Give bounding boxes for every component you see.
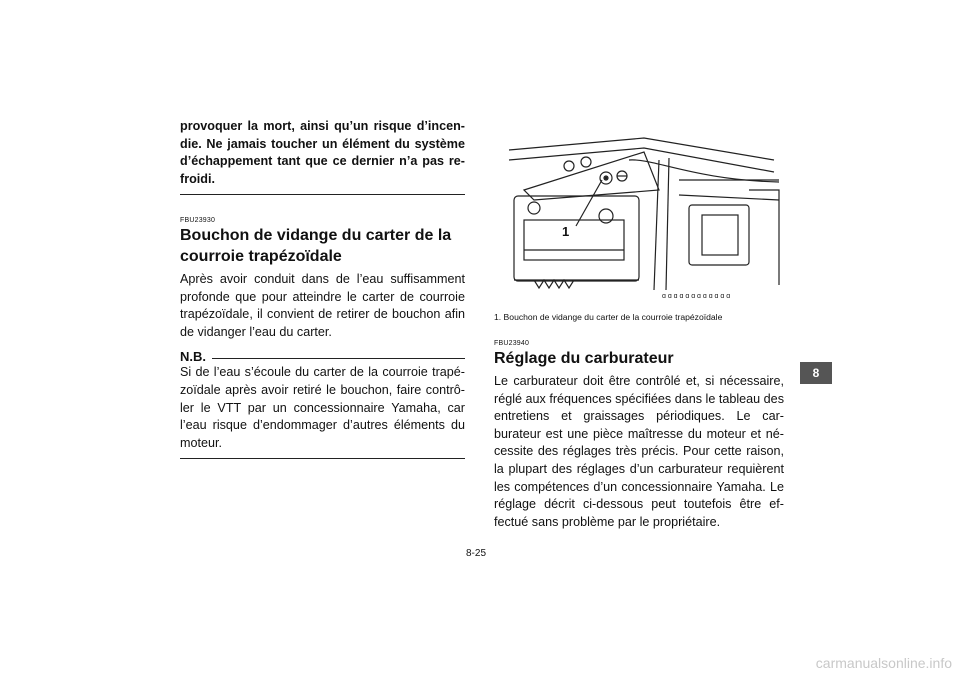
figure-callout-label: 1: [562, 224, 570, 239]
note-end-rule: [180, 458, 465, 459]
note-header: [180, 349, 465, 364]
warning-divider: [180, 194, 465, 195]
section-body: Le carburateur doit être contrôlé et, si nécessaire, réglé aux fréquences spécifiées dans le tableau des entretiens et graissages périodiques. Le car-burateur est une pièce maîtresse du moteur et né-cessite des réglages très précis. Pour cette raison, la plupart des réglages d’un carburateur requièrent les compétences d’un concessionnaire Yamaha. Le réglage décrit ci-dessous peut toutefois être ef-fectué sans problème par le propriétaire.: [494, 374, 784, 529]
right-column: [494, 340, 784, 531]
warning-text: provoquer la mort, ainsi qu’un risque d’incen-die. Ne jamais toucher un élément du système d’échappement tant que ce dernier n’a pas re-froidi.: [180, 119, 465, 186]
note-label: N.B.: [180, 349, 206, 365]
section-code: FBU23930: [180, 217, 216, 224]
svg-text:ɑ ɑ ɑ ɑ ɑ ɑ ɑ ɑ ɑ ɑ ɑ ɑ: ɑ ɑ ɑ ɑ ɑ ɑ ɑ ɑ ɑ ɑ ɑ ɑ: [662, 293, 731, 300]
drain-plug-illustration: [494, 130, 784, 305]
note-text: Si de l’eau s’écoule du carter de la courroie trapé-zoïdale après avoir retiré le bouchon, faire contrô-ler le VTT par un concessionnaire Yamaha, car l’eau risque d’endommager d’autres éléments du moteur.: [180, 365, 465, 450]
figure-caption: 1. Bouchon de vidange du carter de la courroie trapézoïdale: [494, 312, 723, 322]
illustration-svg: [494, 130, 784, 305]
page-number: 8-25: [466, 548, 487, 559]
chapter-tab: 8: [800, 362, 832, 384]
section-heading: Réglage du carburateur: [494, 350, 674, 367]
watermark: carmanualsonline.info: [815, 655, 952, 671]
section-heading: Bouchon de vidange du carter de la courroie trapézoïdale: [180, 227, 452, 265]
note-rule: [212, 358, 465, 359]
section-body: Après avoir conduit dans de l’eau suffisamment profonde que pour atteindre le carter de courroie trapézoïdale, il convient de retirer de bouchon afin de vidanger l’eau du carter.: [180, 272, 465, 339]
section-code: FBU23940: [494, 340, 530, 347]
left-column: [180, 118, 465, 459]
